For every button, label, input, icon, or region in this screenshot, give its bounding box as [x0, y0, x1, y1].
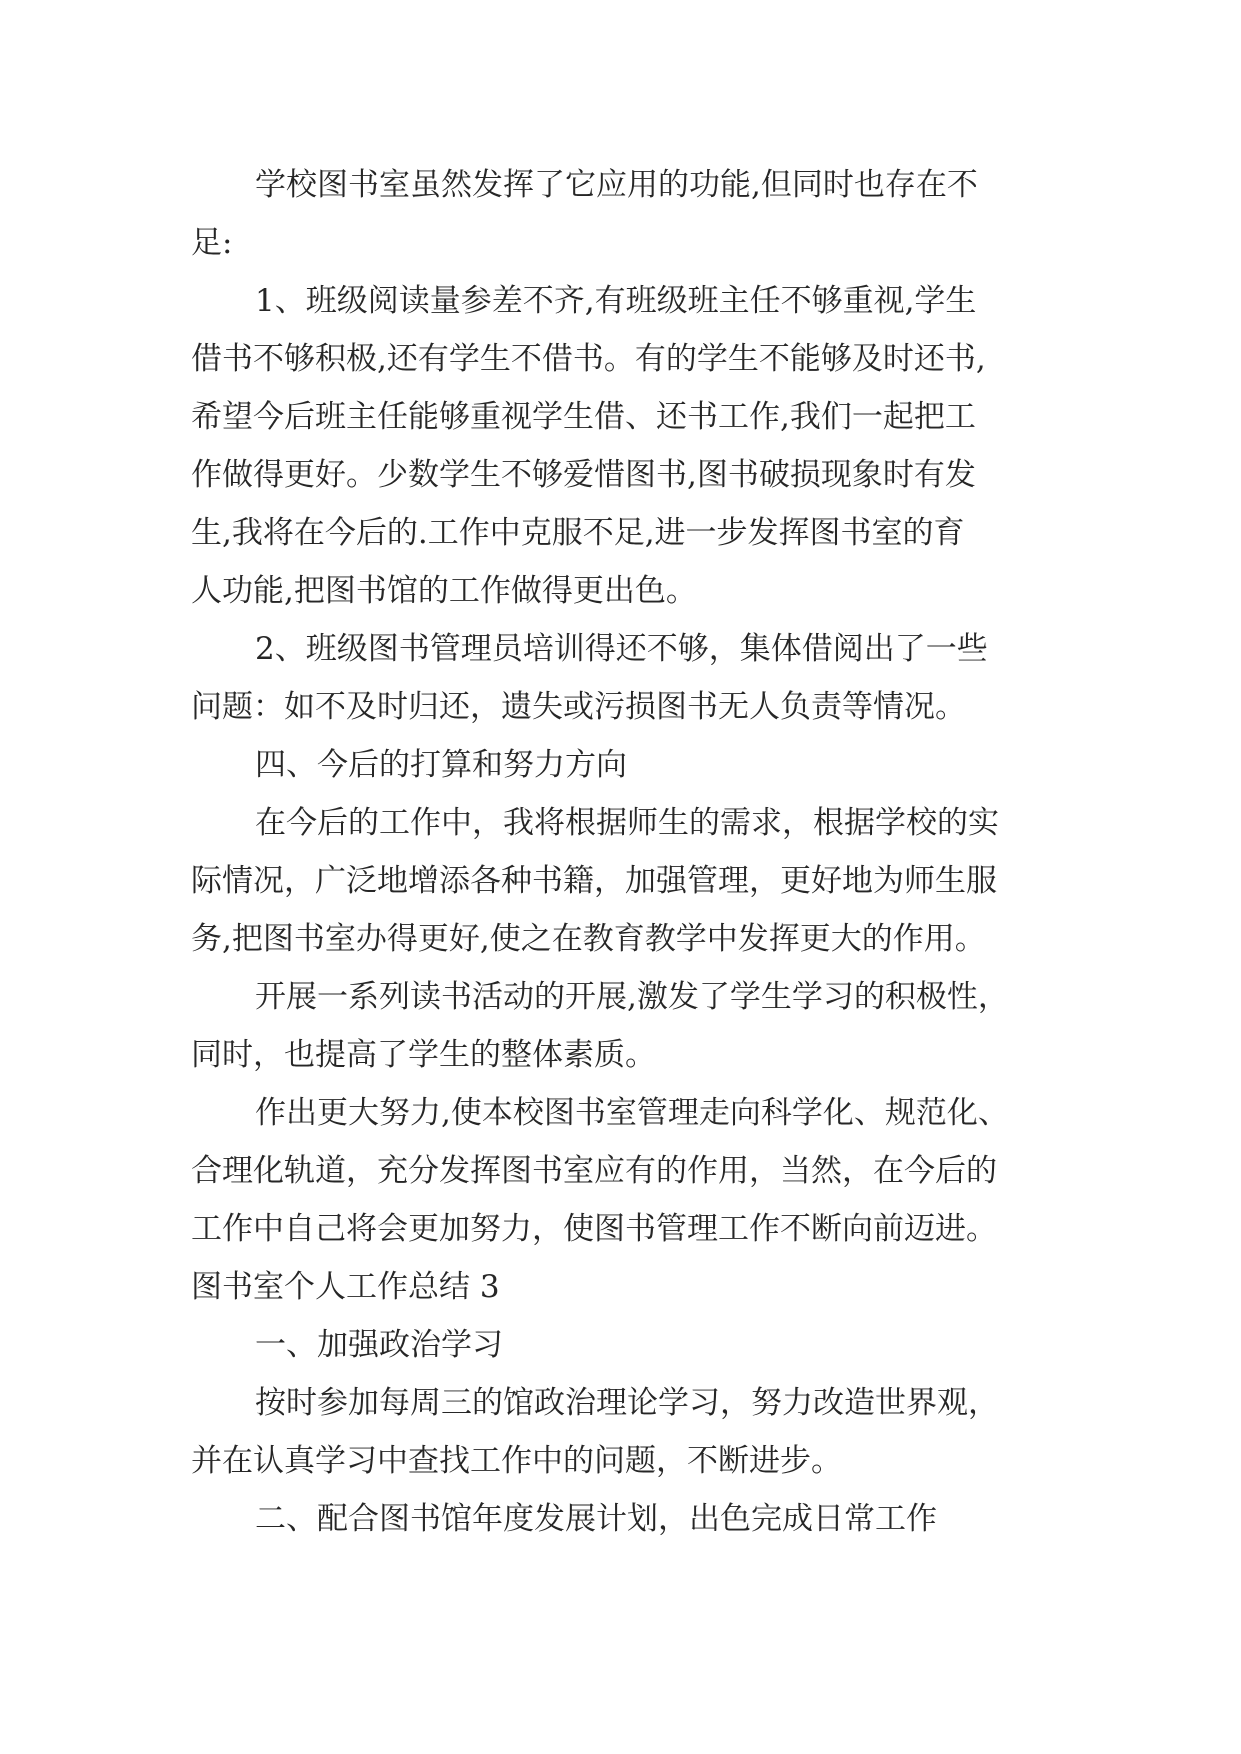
paragraph-line: 足:	[191, 225, 233, 261]
paragraph-line: 按时参加每周三的馆政治理论学习，努力改造世界观，	[255, 1385, 999, 1421]
paragraph-line: 务,把图书室办得更好,使之在教育教学中发挥更大的作用。	[191, 921, 986, 957]
paragraph-line: 际情况，广泛地增添各种书籍，加强管理，更好地为师生服	[191, 863, 997, 899]
paragraph-line: 同时，也提高了学生的整体素质。	[191, 1037, 656, 1073]
paragraph-line: 作出更大努力,使本校图书室管理走向科学化、规范化、	[255, 1095, 1009, 1131]
paragraph-line: 人功能,把图书馆的工作做得更出色。	[191, 573, 697, 609]
section-heading: 一、加强政治学习	[255, 1327, 503, 1363]
section-heading: 四、今后的打算和努力方向	[255, 747, 627, 783]
paragraph-line: 学校图书室虽然发挥了它应用的功能,但同时也存在不	[255, 167, 978, 203]
section-heading: 二、配合图书馆年度发展计划，出色完成日常工作	[255, 1501, 937, 1537]
paragraph-line: 问题：如不及时归还，遗失或污损图书无人负责等情况。	[191, 689, 966, 725]
paragraph-line: 工作中自己将会更加努力，使图书管理工作不断向前迈进。	[191, 1211, 997, 1247]
paragraph-line: 希望今后班主任能够重视学生借、还书工作,我们一起把工	[191, 399, 976, 435]
paragraph-line: 1、班级阅读量参差不齐,有班级班主任不够重视,学生	[255, 283, 977, 319]
paragraph-line: 2、班级图书管理员培训得还不够，集体借阅出了一些	[255, 631, 988, 667]
paragraph-line: 开展一系列读书活动的开展,激发了学生学习的积极性，	[255, 979, 1009, 1015]
paragraph-line: 生,我将在今后的.工作中克服不足,进一步发挥图书室的育	[191, 515, 965, 551]
paragraph-line: 并在认真学习中查找工作中的问题，不断进步。	[191, 1443, 842, 1479]
paragraph-line: 在今后的工作中，我将根据师生的需求，根据学校的实	[255, 805, 999, 841]
document-title: 图书室个人工作总结 3	[191, 1269, 500, 1305]
paragraph-line: 合理化轨道，充分发挥图书室应有的作用，当然，在今后的	[191, 1153, 997, 1189]
paragraph-line: 作做得更好。少数学生不够爱惜图书,图书破损现象时有发	[191, 457, 976, 493]
paragraph-line: 借书不够积极,还有学生不借书。有的学生不能够及时还书,	[191, 341, 986, 377]
